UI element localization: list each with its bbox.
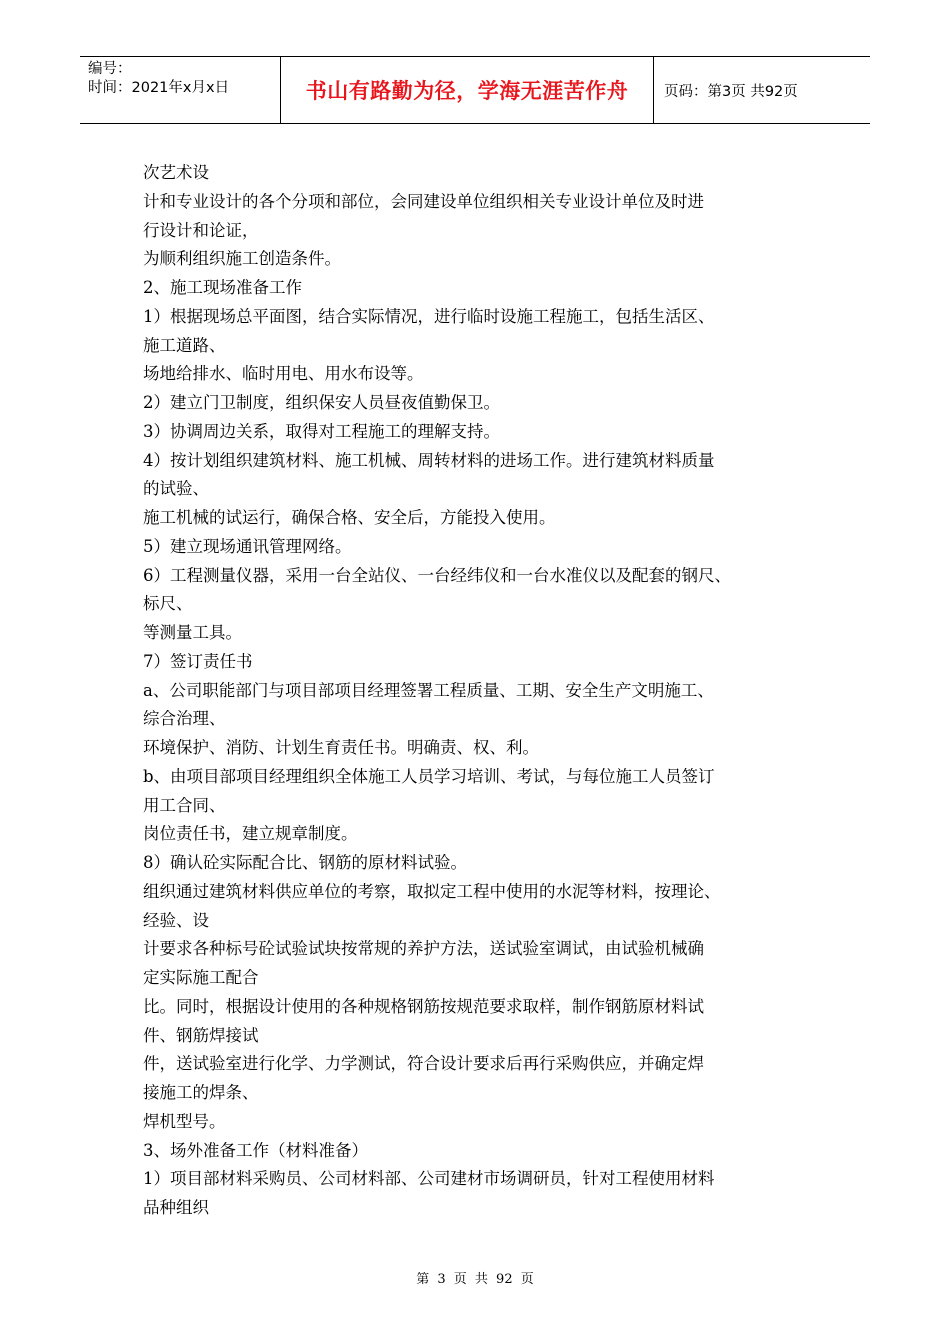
body-line: 6）工程测量仪器，采用一台全站仪、一台经纬仪和一台水准仪以及配套的钢尺、 <box>143 565 731 585</box>
header-motto: 书山有路勤为径，学海无涯苦作舟 <box>281 57 654 123</box>
body-line: 场地给排水、临时用电、用水布设等。 <box>143 364 424 384</box>
document-body <box>143 159 823 1223</box>
body-line: 5）建立现场通讯管理网络。 <box>143 536 352 556</box>
body-line: 2、施工现场准备工作 <box>143 278 302 297</box>
body-line: 8）确认砼实际配合比、钢筋的原材料试验。 <box>143 853 467 872</box>
body-line: 行设计和论证， <box>143 220 259 240</box>
body-line: 品种组织 <box>143 1198 209 1217</box>
body-line: 件、钢筋焊接试 <box>143 1025 259 1045</box>
body-line: a、公司职能部门与项目部项目经理签署工程质量、工期、安全生产文明施工、 <box>143 680 714 700</box>
document-date-label: 时间：2021年x月x日 <box>88 80 230 96</box>
body-line: 接施工的焊条、 <box>143 1083 259 1102</box>
body-line: 等测量工具。 <box>143 623 242 642</box>
body-line: 次艺术设 <box>143 163 209 182</box>
header-meta <box>80 57 281 123</box>
body-line: 计和专业设计的各个分项和部位，会同建设单位组织相关专业设计单位及时进 <box>143 191 704 211</box>
body-line: 3、场外准备工作（材料准备） <box>143 1140 368 1160</box>
page-header <box>80 56 870 124</box>
body-line: b、由项目部项目经理组织全体施工人员学习培训、考试，与每位施工人员签订 <box>143 766 715 786</box>
body-line: 定实际施工配合 <box>143 968 259 987</box>
body-line: 件，送试验室进行化学、力学测试，符合设计要求后再行采购供应，并确定焊 <box>143 1054 704 1074</box>
document-number-label: 编号： <box>88 61 132 77</box>
body-line: 用工合同、 <box>143 795 226 815</box>
body-line: 综合治理、 <box>143 709 226 729</box>
body-line: 为顺利组织施工创造条件。 <box>143 249 341 269</box>
body-line: 的试验、 <box>143 479 209 499</box>
body-line: 焊机型号。 <box>143 1111 226 1131</box>
body-line: 岗位责任书，建立规章制度。 <box>143 824 358 844</box>
body-line: 组织通过建筑材料供应单位的考察，取拟定工程中使用的水泥等材料，按理论、 <box>143 881 721 901</box>
body-line: 3）协调周边关系，取得对工程施工的理解支持。 <box>143 421 500 441</box>
body-line: 标尺、 <box>143 594 193 614</box>
body-line: 1）项目部材料采购员、公司材料部、公司建材市场调研员，针对工程使用材料 <box>143 1169 715 1189</box>
body-line: 1）根据现场总平面图，结合实际情况，进行临时设施工程施工，包括生活区、 <box>143 306 715 326</box>
body-line: 施工道路、 <box>143 335 226 355</box>
body-line: 环境保护、消防、计划生育责任书。明确责、权、利。 <box>143 738 539 757</box>
body-line: 施工机械的试运行，确保合格、安全后，方能投入使用。 <box>143 508 556 527</box>
body-line: 计要求各种标号砼试验试块按常规的养护方法，送试验室调试，由试验机械确 <box>143 939 704 959</box>
body-line: 比。同时，根据设计使用的各种规格钢筋按规范要求取样，制作钢筋原材料试 <box>143 996 704 1016</box>
header-page-info: 页码：第3页 共92页 <box>664 83 798 100</box>
page-footer: 第 3 页 共 92 页 <box>416 1272 534 1287</box>
body-line: 4）按计划组织建筑材料、施工机械、周转材料的进场工作。进行建筑材料质量 <box>143 450 715 470</box>
body-line: 经验、设 <box>143 910 209 930</box>
body-line: 2）建立门卫制度，组织保安人员昼夜值勤保卫。 <box>143 393 500 412</box>
body-line: 7）签订责任书 <box>143 651 253 671</box>
